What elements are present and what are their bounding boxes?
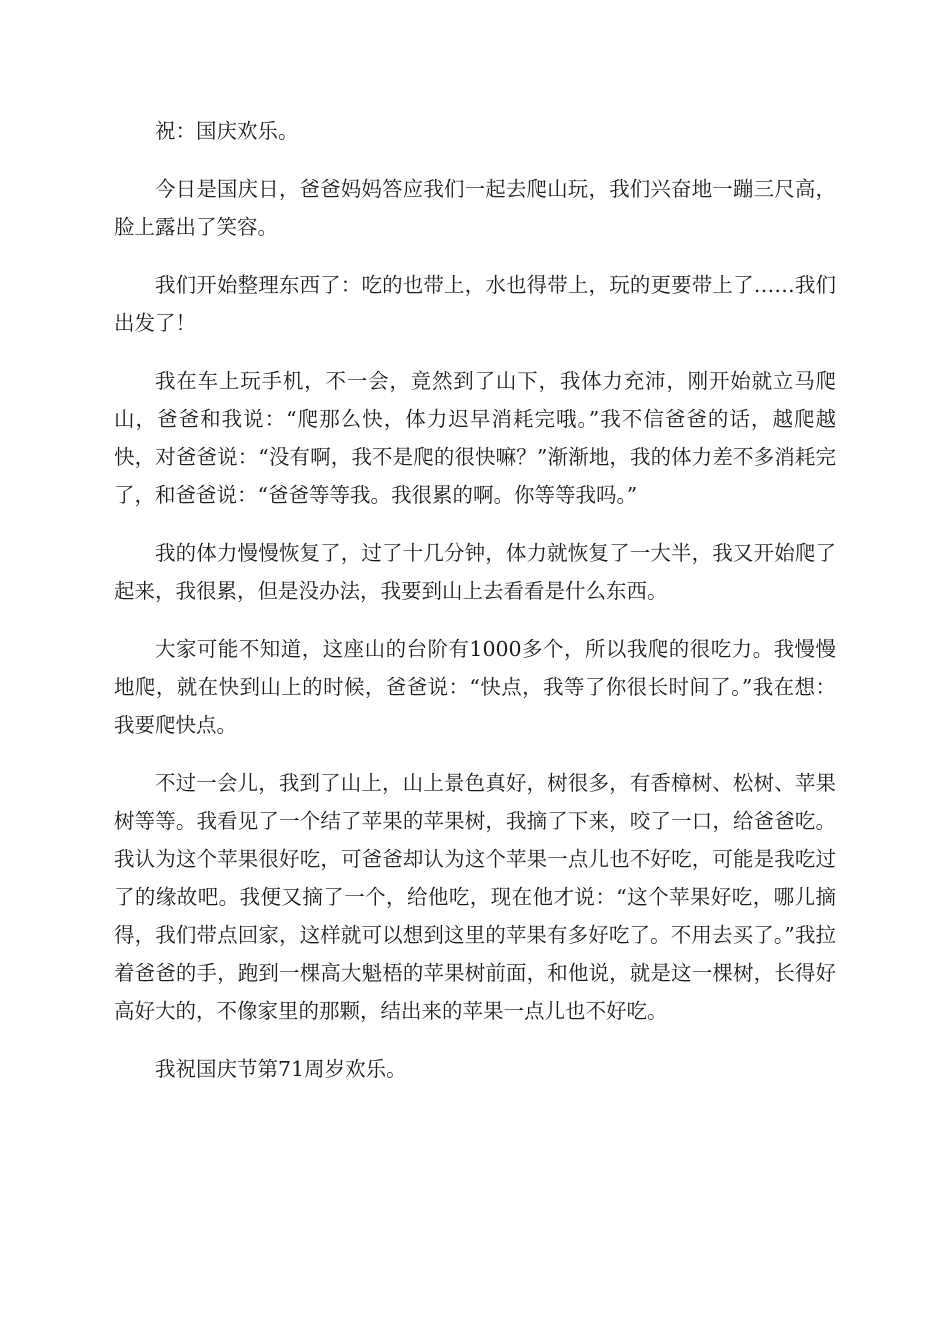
paragraph: 今日是国庆日，爸爸妈妈答应我们一起去爬山玩，我们兴奋地一蹦三尺高，脸上露出了笑容。 — [114, 177, 836, 239]
paragraph: 我们开始整理东西了：吃的也带上，水也得带上，玩的更要带上了……我们出发了！ — [114, 273, 836, 335]
paragraph: 我在车上玩手机，不一会，竟然到了山下，我体力充沛，刚开始就立马爬山，爸爸和我说：“爬那么快，体力迟早消耗完哦。”我不信爸爸的话，越爬越快，对爸爸说：“没有啊，我不是爬的很快嘛？”渐渐地，我的体力差不多消耗完了，和爸爸说：“爸爸等等我。我很累的啊。你等等我吗。” — [114, 369, 836, 507]
paragraph: 我的体力慢慢恢复了，过了十几分钟，体力就恢复了一大半，我又开始爬了起来，我很累，但是没办法，我要到山上去看看是什么东西。 — [114, 541, 836, 603]
paragraph: 不过一会儿，我到了山上，山上景色真好，树很多，有香樟树、松树、苹果树等等。我看见了一个结了苹果的苹果树，我摘了下来，咬了一口，给爸爸吃。我认为这个苹果很好吃，可爸爸却认为这个苹果一点儿也不好吃，可能是我吃过了的缘故吧。我便又摘了一个，给他吃，现在他才说：“这个苹果好吃，哪儿摘得，我们带点回家，这样就可以想到这里的苹果有多好吃了。不用去买了。”我拉着爸爸的手，跑到一棵高大魁梧的苹果树前面，和他说，就是这一棵树，长得好高好大的，不像家里的那颗，结出来的苹果一点儿也不好吃。 — [114, 771, 836, 1023]
paragraph: 大家可能不知道，这座山的台阶有1000多个，所以我爬的很吃力。我慢慢地爬，就在快到山上的时候，爸爸说：“快点，我等了你很长时间了。”我在想：我要爬快点。 — [114, 637, 836, 737]
document-body — [114, 112, 836, 1108]
paragraph-greeting: 祝：国庆欢乐。 — [155, 119, 299, 143]
paragraph-closing: 我祝国庆节第71周岁欢乐。 — [155, 1057, 407, 1081]
